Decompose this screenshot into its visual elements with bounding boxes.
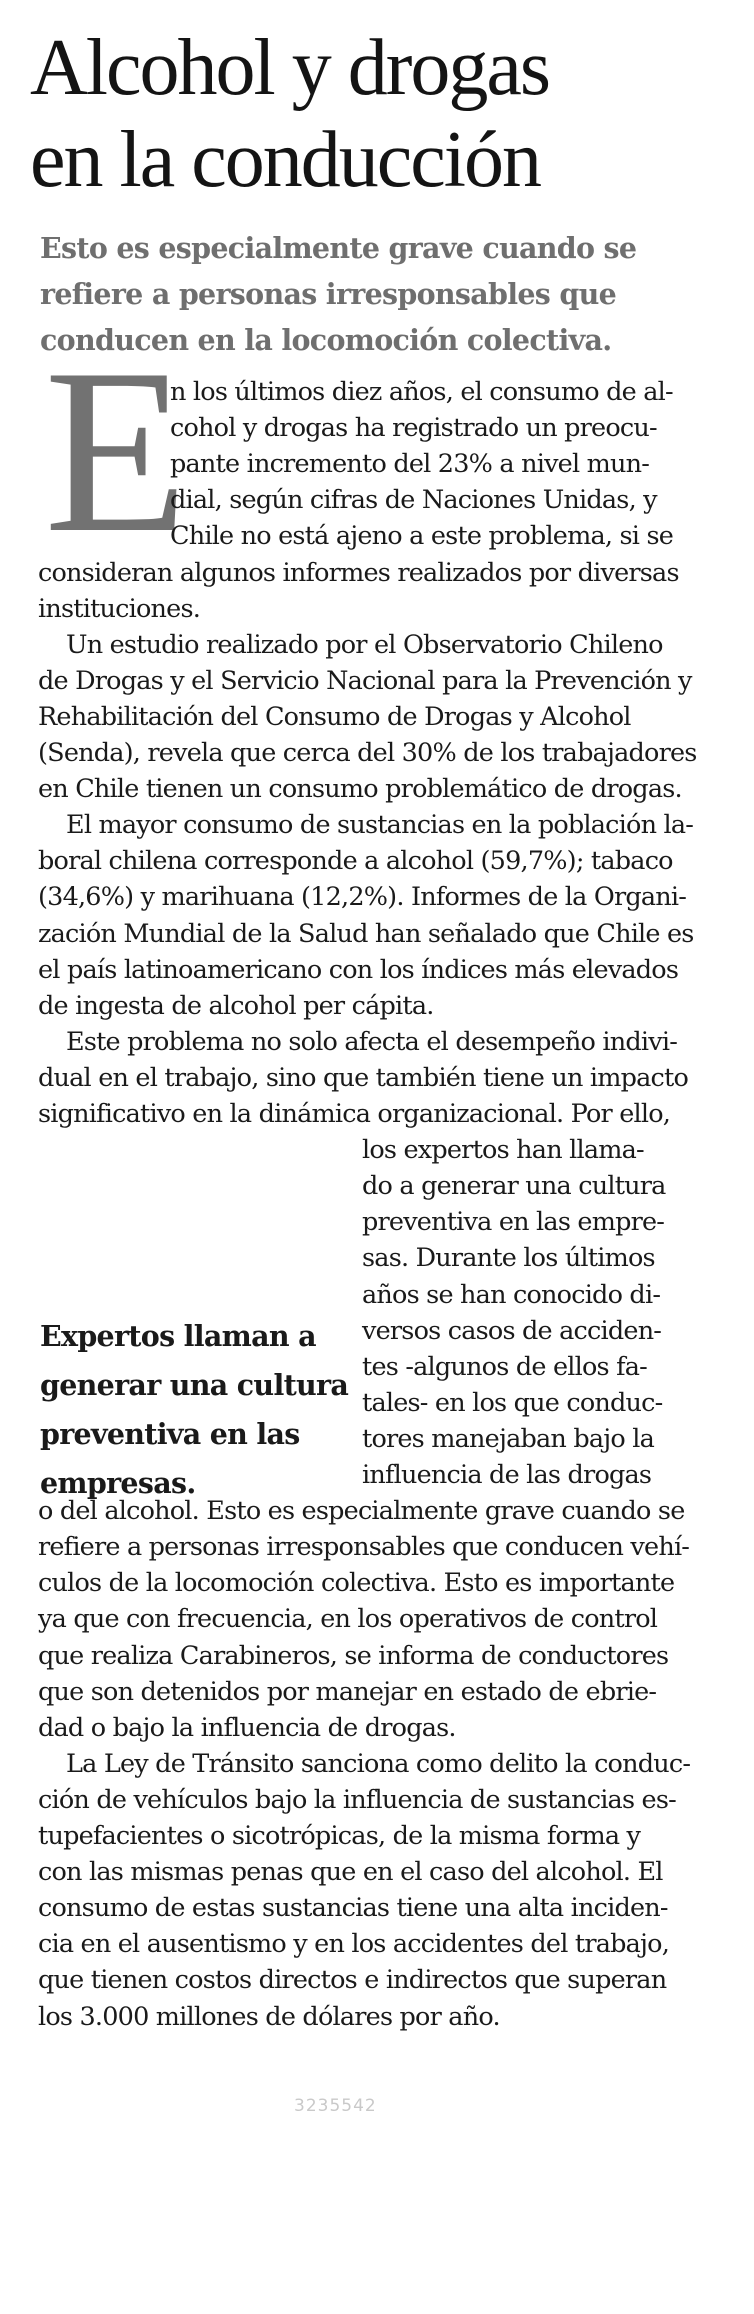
subheadline-line: refiere a personas irresponsables que: [40, 277, 617, 311]
body-line: que son detenidos por manejar en estado de ebrie-: [38, 1676, 657, 1707]
body-line: sas. Durante los últimos: [362, 1243, 655, 1274]
body-line: tes -algunos de ellos fa-: [362, 1351, 647, 1382]
body-line: instituciones.: [38, 593, 201, 624]
body-line: tores manejaban bajo la: [362, 1423, 654, 1454]
body-line: pante incremento del 23% a nivel mun-: [170, 449, 650, 480]
body-line: ya que con frecuencia, en los operativos de control: [38, 1604, 658, 1635]
body-line: Este problema no solo afecta el desempeño indivi-: [66, 1026, 678, 1057]
body-line: culos de la locomoción colectiva. Esto es importante: [38, 1568, 675, 1599]
pull-quote-line: generar una cultura: [40, 1368, 349, 1402]
body-line: do a generar una cultura: [362, 1171, 666, 1202]
body-line: cia en el ausentismo y en los accidentes del trabajo,: [38, 1929, 669, 1960]
body-line: boral chilena corresponde a alcohol (59,7%); tabaco: [38, 846, 673, 877]
pull-quote-line: preventiva en las: [40, 1417, 300, 1451]
body-line: consideran algunos informes realizados por diversas: [38, 557, 679, 588]
body-line: o del alcohol. Esto es especialmente grave cuando se: [38, 1496, 685, 1527]
body-line: n los últimos diez años, el consumo de al-: [170, 377, 673, 407]
drop-cap: E: [44, 321, 189, 582]
headline: [30, 22, 730, 206]
subheadline-line: Esto es especialmente grave cuando se: [40, 231, 637, 265]
body-line: años se han conocido di-: [362, 1279, 661, 1310]
watermark: 3235542: [294, 2096, 377, 2116]
body-line: el país latinoamericano con los índices más elevados: [38, 954, 679, 985]
pull-quote-line: empresas.: [40, 1466, 196, 1500]
body-line: dad o bajo la influencia de drogas.: [38, 1712, 456, 1743]
body-line: Rehabilitación del Consumo de Drogas y Alcohol: [38, 701, 631, 732]
body-line: los 3.000 millones de dólares por año.: [38, 2001, 500, 2032]
body-line: consumo de estas sustancias tiene una alta inciden-: [38, 1893, 668, 1924]
body-line: en Chile tienen un consumo problemático de drogas.: [38, 774, 682, 805]
body-line: que tienen costos directos e indirectos que superan: [38, 1965, 667, 1996]
body-line: versos casos de acciden-: [362, 1315, 662, 1346]
body-line: de Drogas y el Servicio Nacional para la Prevención y: [38, 665, 692, 696]
body-line: dial, según cifras de Naciones Unidas, y: [170, 485, 657, 516]
body-line: El mayor consumo de sustancias en la población la-: [66, 810, 694, 841]
subheadline-line: conducen en la locomoción colectiva.: [40, 323, 612, 357]
body-line: tupefacientes o sicotrópicas, de la misma forma y: [38, 1821, 641, 1851]
body-line: La Ley de Tránsito sanciona como delito la conduc-: [66, 1748, 691, 1779]
body-line: preventiva en las empre-: [362, 1207, 665, 1238]
body-line: con las mismas penas que en el caso del alcohol. El: [38, 1857, 663, 1888]
body-line: zación Mundial de la Salud han señalado que Chile es: [38, 918, 694, 949]
body-line: significativo en la dinámica organizacional. Por ello,: [38, 1099, 671, 1129]
body-line: ción de vehículos bajo la influencia de sustancias es-: [38, 1784, 676, 1815]
pull-quote-line: Expertos llaman a: [40, 1319, 316, 1353]
body-line: Chile no está ajeno a este problema, si se: [170, 521, 674, 552]
body-line: influencia de las drogas: [362, 1460, 652, 1490]
body-line: (Senda), revela que cerca del 30% de los trabajadores: [38, 738, 697, 768]
body-line: Un estudio realizado por el Observatorio Chileno: [66, 629, 663, 660]
body-line: los expertos han llama-: [362, 1135, 644, 1166]
body-line: de ingesta de alcohol per cápita.: [38, 990, 434, 1021]
body-line: dual en el trabajo, sino que también tiene un impacto: [38, 1062, 689, 1093]
body-line: tales- en los que conduc-: [362, 1387, 663, 1418]
body-line: que realiza Carabineros, se informa de conductores: [38, 1640, 669, 1671]
body-line: cohol y drogas ha registrado un preocu-: [170, 413, 657, 444]
body-line: refiere a personas irresponsables que conducen vehí-: [38, 1532, 690, 1563]
headline-line: Alcohol y drogas: [30, 24, 550, 112]
body-line: (34,6%) y marihuana (12,2%). Informes de la Organi-: [38, 882, 687, 913]
pull-quote: [40, 1312, 380, 1508]
headline-line: en la conducción: [30, 116, 540, 204]
